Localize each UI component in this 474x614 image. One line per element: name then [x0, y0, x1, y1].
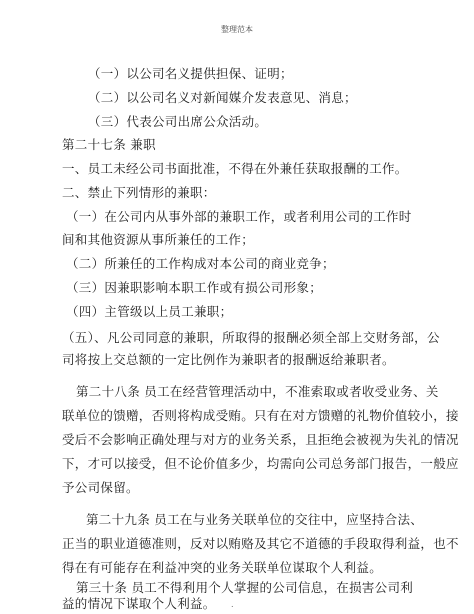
article-27-heading: 第二十七条 兼职 [62, 137, 156, 152]
clause-line-2: （二）以公司名义对新闻媒介发表意见、消息； [88, 90, 357, 105]
article-30-line-2: 益的情况下谋取个人利益。 [62, 596, 216, 611]
sub-item-3: （三）因兼职影响本职工作或有损公司形象； [66, 280, 323, 295]
article-28-line-5: 予公司保留。 [62, 480, 139, 495]
sub-item-1-line-1: （一）在公司内从事外部的兼职工作，或者利用公司的工作时 [66, 209, 412, 224]
sub-item-4: （四）主管级以上员工兼职； [66, 304, 233, 319]
sub-item-1-line-2: 间和其他资源从事所兼任的工作； [62, 232, 255, 247]
article-28-line-1: 第二十八条 员工在经营管理活动中，不准索取或者收受业务、关 [76, 384, 439, 399]
sub-item-5-line-2: 司将按上交总额的一定比例作为兼职者的报酬返给兼职者。 [62, 352, 395, 367]
article-30-line-1: 第三十条 员工不得利用个人掌握的公司信息，在损害公司利 [76, 580, 414, 595]
page-header: 整理范本 [221, 25, 253, 34]
article-28-line-2: 联单位的馈赠，否则将构成受贿。只有在对方馈赠的礼物价值较小，接 [62, 408, 459, 423]
article-29-line-3: 得在有可能存在利益冲突的业务关联单位谋取个人利益。 [62, 560, 383, 575]
clause-line-3: （三）代表公司出席公众活动。 [88, 114, 268, 129]
sub-item-5-line-1: （五）、凡公司同意的兼职，所取得的报酬必须全部上交财务部，公 [62, 330, 440, 345]
article-28-line-4: 下，才可以接受，但不论价值多少，均需向公司总务部门报告，一般应 [62, 456, 459, 471]
clause-line-1: （一）以公司名义提供担保、证明； [88, 66, 293, 81]
article-27-item-2: 二、禁止下列情形的兼职： [62, 185, 216, 200]
article-28-line-3: 受后不会影响正确处理与对方的业务关系，且拒绝会被视为失礼的情况 [62, 432, 459, 447]
article-27-item-1: 一、员工未经公司书面批准，不得在外兼任获取报酬的工作。 [62, 161, 408, 176]
article-29-line-1: 第二十九条 员工在与业务关联单位的交往中，应坚持合法、 [86, 512, 424, 527]
page-footer-mark: . [231, 600, 234, 609]
article-29-line-2: 正当的职业道德准则，反对以贿赂及其它不道德的手段取得利益，也不 [62, 536, 459, 551]
sub-item-2: （二）所兼任的工作构成对本公司的商业竞争； [66, 256, 335, 271]
